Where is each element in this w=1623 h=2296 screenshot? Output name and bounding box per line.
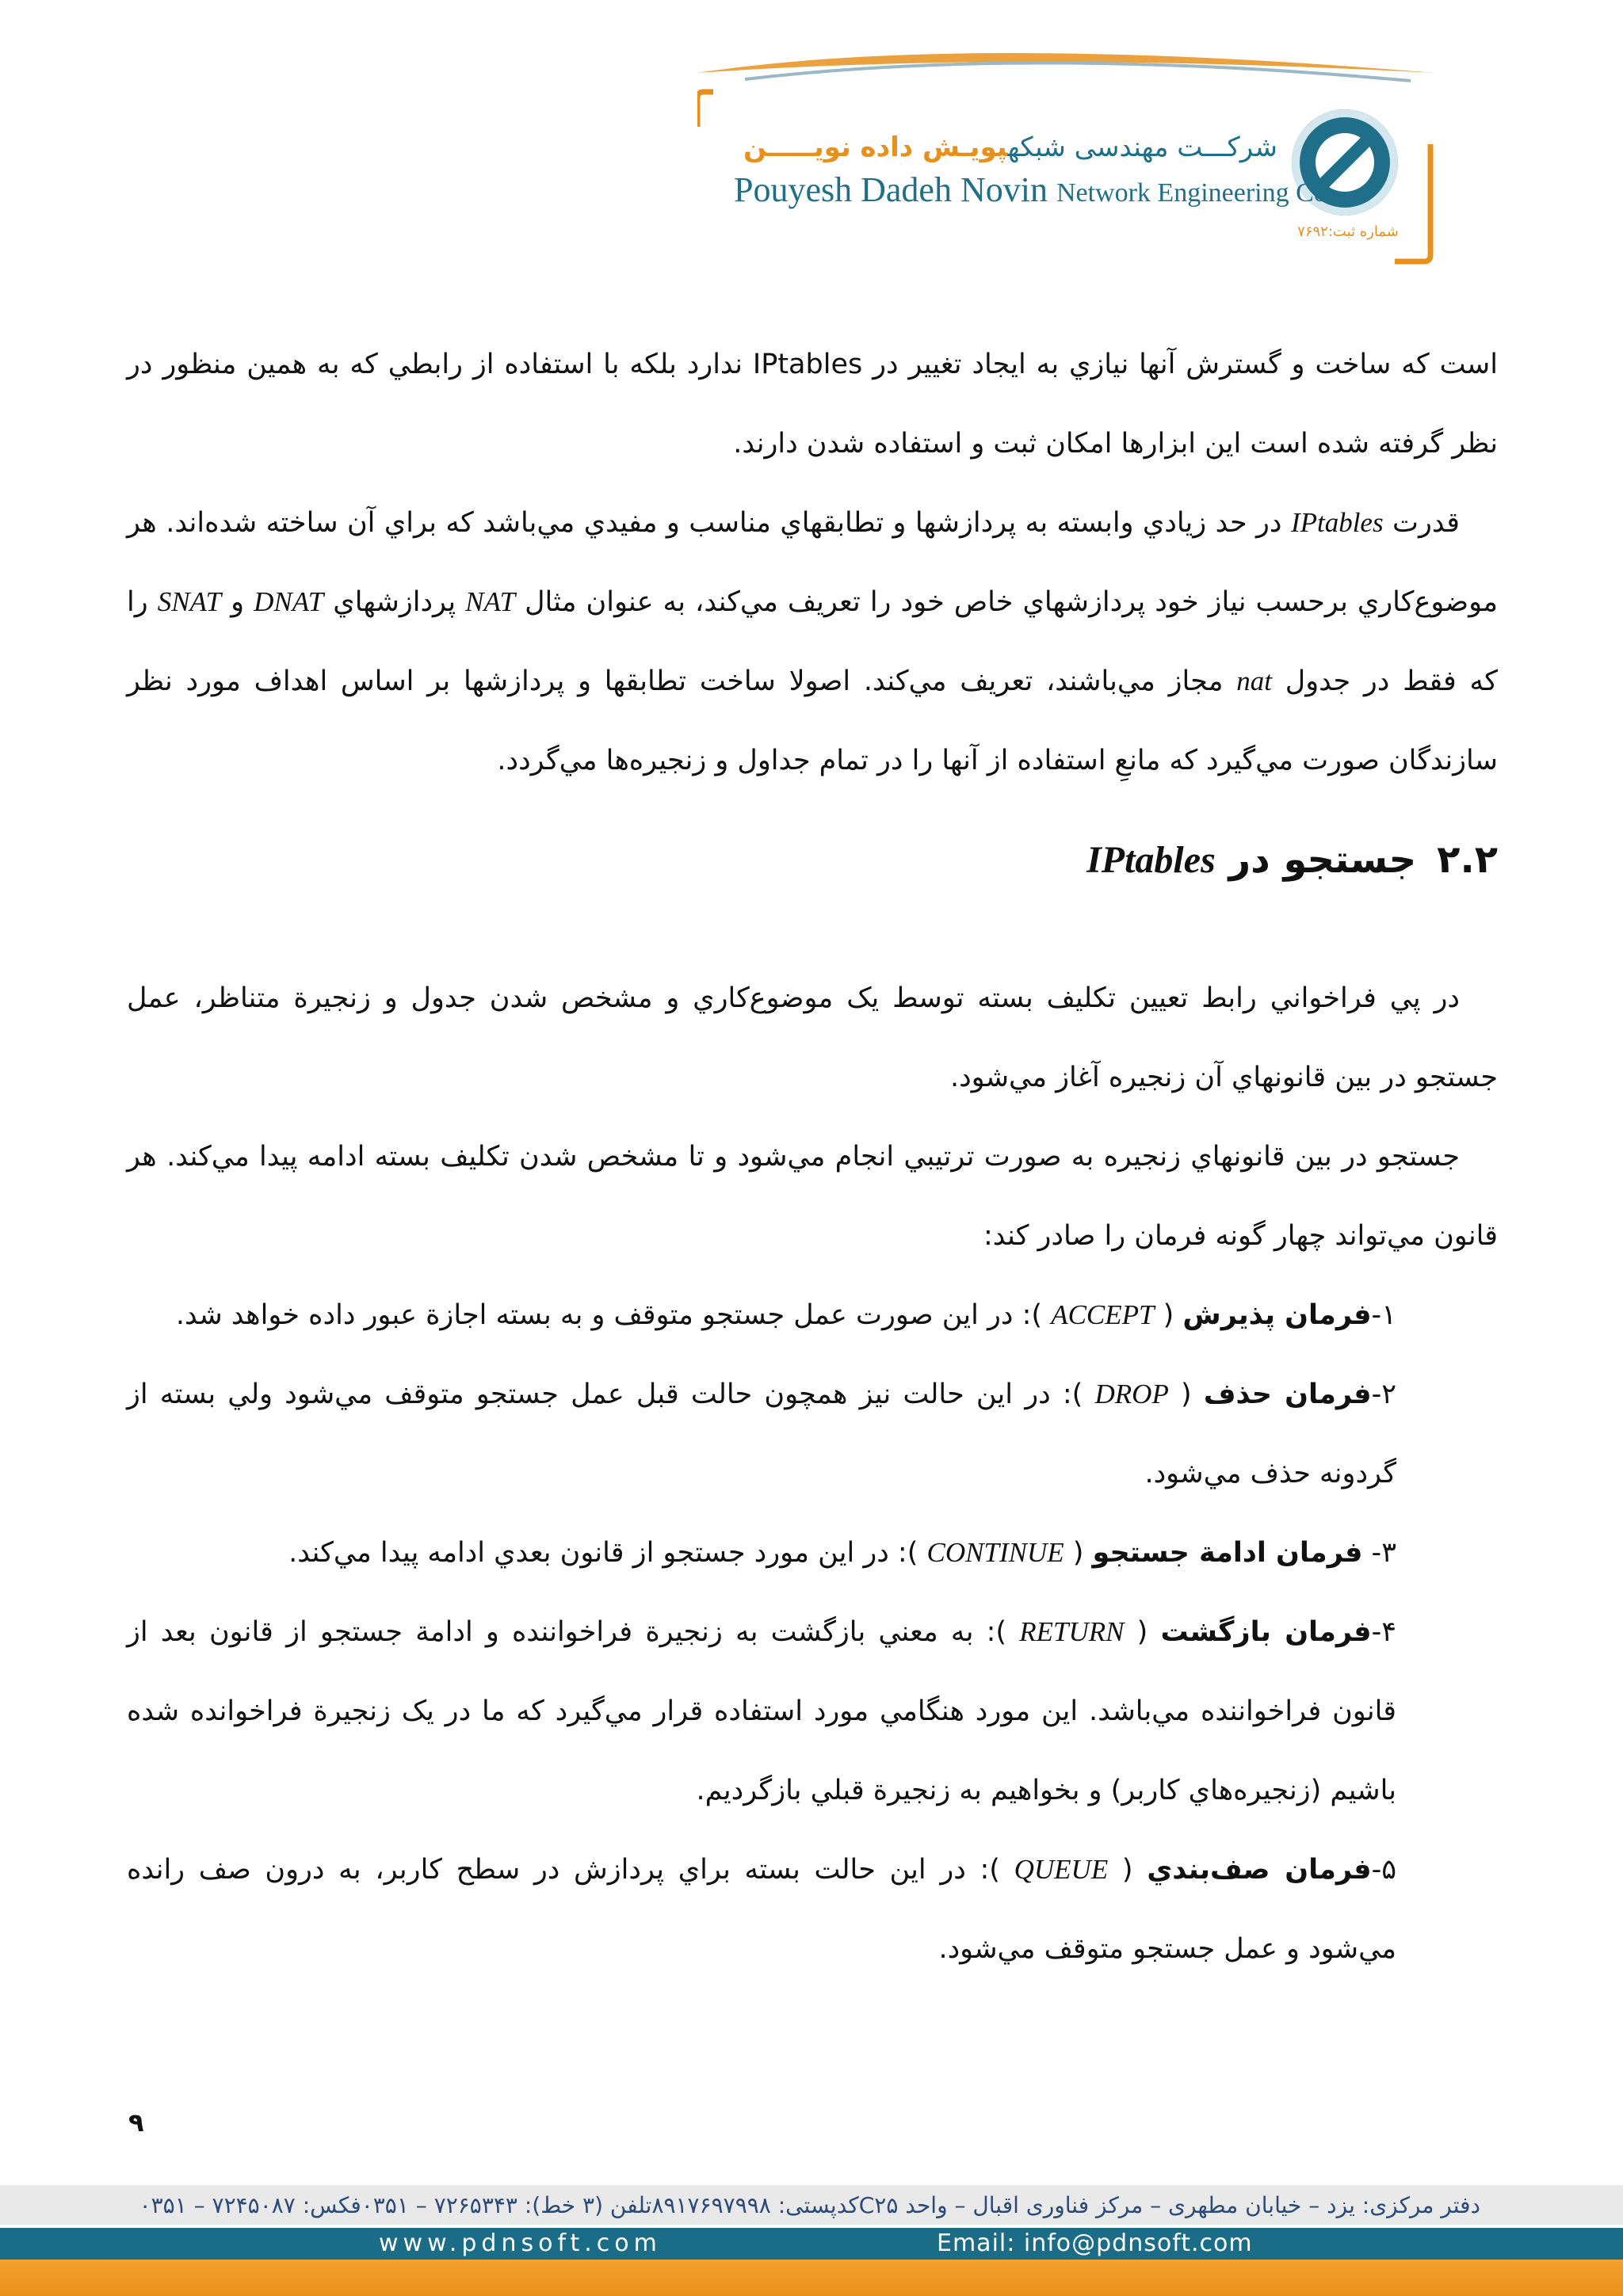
header-swoosh <box>697 41 1434 89</box>
website-link[interactable]: www.pdnsoft.com <box>379 2229 662 2257</box>
section-number: ۲.۲ <box>1437 837 1498 882</box>
footer-postal-code: کدپستی: ۸۹۱۷۶۹۷۹۹۸ <box>651 2191 859 2218</box>
section-heading <box>127 800 1498 959</box>
company-name-en-main: Pouyesh Dadeh Novin <box>734 170 1048 209</box>
company-name-persian <box>723 132 1277 163</box>
section-title: جستجو در <box>1228 837 1417 882</box>
paragraph-3: در پي فراخواني رابط تعيين تکليف بسته توسط يک موضوع‌کاري و مشخص شدن جدول و زنجيرة متناظر، عمل جستجو در بين قانونهاي آن زنجيره آغاز مي‌شود. <box>127 982 1498 1093</box>
paragraph-2: قدرت IPtables در حد زيادي وابسته به پردازشها و تطابقهاي مناسب و مفيدي مي‌باشد که براي آن ساخته شده‌اند. هر موضوع‌کاري برحسب نياز خود پردازشهاي خاص خود را تعريف مي‌کند، به عنوان مثال NAT پردازشهاي DNAT و SNAT را که فقط در جدول nat مجاز مي‌باشند، تعريف مي‌کند. اصولا ساخت تطابقها و پردازشها بر اساس اهداف مورد نظر سازندگان صورت مي‌گيرد که مانعِ استفاده از آنها را در تمام جداول و زنجيره‌ها مي‌گردد. <box>127 507 1498 776</box>
footer-address: دفتر مرکزی: یزد – خیابان مطهری – مرکز فناوری اقبال – واحد C۲۵ <box>858 2191 1480 2218</box>
registration-number: شماره ثبت:۷۶۹۲ <box>1297 223 1399 240</box>
list-item: ۱-فرمان پذيرش ( ACCEPT ): در اين صورت عمل جستجو متوقف و به بسته اجازة عبور داده خواهد شد. <box>175 1299 1396 1331</box>
company-name-brand: پویـش داده نویـــــن <box>743 132 1008 163</box>
company-name-prefix: شرکـــت مهندسی شبکه <box>1007 132 1277 163</box>
footer-contact-info <box>0 2185 1623 2225</box>
term-dnat: DNAT <box>254 586 324 617</box>
document-body <box>127 325 1498 1989</box>
list-item: ۳- فرمان ادامة جستجو ( CONTINUE ): در اين مورد جستجو از قانون بعدي ادامه پيدا مي‌کند. <box>288 1537 1396 1569</box>
company-name-english <box>734 170 1334 210</box>
list-item: ۴-فرمان بازگشت ( RETURN ): به معني بازگشت به زنجيرة فراخواننده و ادامة جستجو از قانون بعد از قانون فراخواننده مي‌باشد. اين مورد هنگامي مورد استفاده قرار مي‌گيرد که ما در يک زنجيرة فراخوانده شده باشيم (زنجيره‌هاي کاربر) و بخواهيم به زنجيرة قبلي بازگرديم. <box>127 1616 1397 1806</box>
term-snat: SNAT <box>157 586 222 617</box>
list-item: ۲-فرمان حذف ( DROP ): در اين حالت نيز همچون حالت قبل عمل جستجو متوقف مي‌شود ولي بسته از گردونه حذف مي‌شود. <box>127 1379 1397 1489</box>
list-item: ۵-فرمان صف‌بندي ( QUEUE ): در اين حالت بسته براي پردازش در سطح کاربر، به درون صف رانده مي‌شود و عمل جستجو متوقف مي‌شود. <box>127 1854 1397 1965</box>
footer-phone: تلفن (۳ خط): ۷۲۶۵۳۴۳ – ۰۳۵۱ <box>361 2191 652 2218</box>
paragraph-1: است که ساخت و گسترش آنها نيازي به ايجاد تغيير در IPtables ندارد بلکه با استفاده از رابطي که به همين منظور در نظر گرفته شده است اين ابزارها امکان ثبت و استفاده شدن دارند. <box>127 349 1498 460</box>
footer-stripe <box>0 2260 1623 2296</box>
page-number: ۹ <box>128 2107 144 2138</box>
term-nat-table: nat <box>1236 666 1272 696</box>
term-nat: NAT <box>465 586 516 617</box>
term-iptables: IPtables <box>1290 507 1384 538</box>
section-title-en: IPtables <box>1086 839 1216 881</box>
footer-bar <box>0 2228 1623 2260</box>
company-name-en-suffix: Network Engineering Co. <box>1056 178 1335 208</box>
email-link[interactable]: Email: info@pdnsoft.com <box>937 2229 1253 2257</box>
footer-fax: فکس: ۷۲۴۵۰۸۷ – ۰۳۵۱ <box>139 2191 361 2218</box>
paragraph-4: جستجو در بين قانونهاي زنجيره به صورت ترتيبي انجام مي‌شود و تا مشخص شدن تکليف بسته ادامه پيدا مي‌کند. هر قانون مي‌تواند چهار گونه فرمان را صادر کند: <box>127 1141 1498 1252</box>
